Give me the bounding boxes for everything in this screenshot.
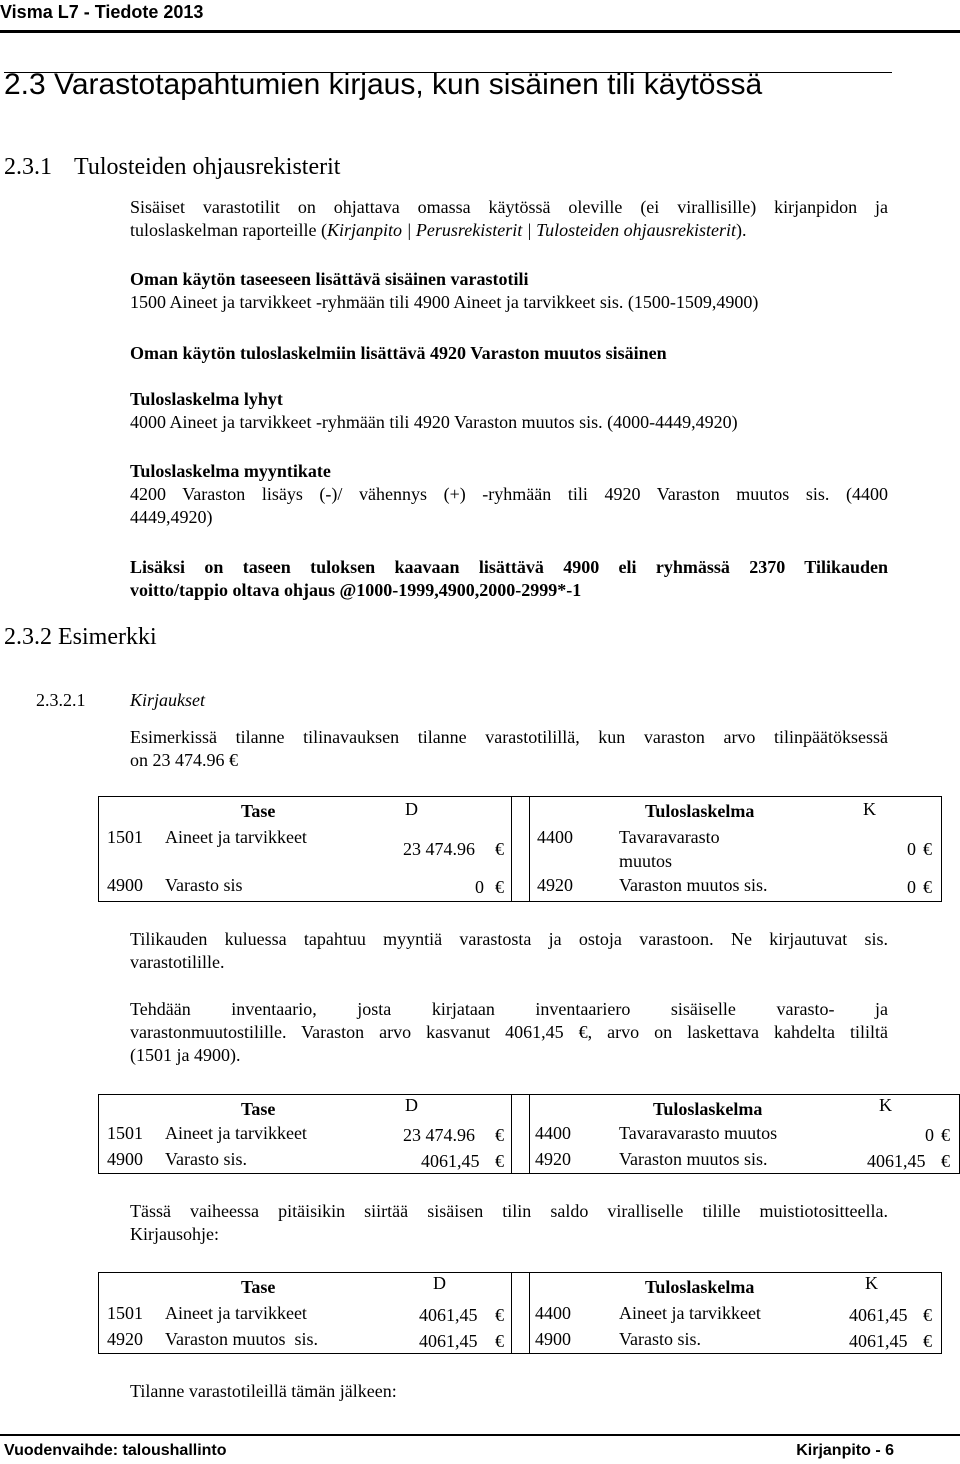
euro-sign: €: [495, 1151, 504, 1171]
transfer-paragraph: [130, 1200, 888, 1246]
subsection-title: Esimerkki: [58, 624, 157, 650]
account-number: 4920: [107, 1329, 143, 1349]
account-number: 4900: [107, 875, 143, 895]
tase-title: Tase: [241, 1277, 276, 1297]
account-name: Varasto sis.: [165, 1149, 247, 1169]
subsection-title: Kirjaukset: [130, 690, 205, 710]
document-header-title: Visma L7 - Tiedote 2013: [0, 2, 204, 22]
account-name-continued: muutos: [619, 851, 673, 871]
amount: 23 474.96: [403, 1125, 475, 1145]
amount: 0: [907, 877, 916, 897]
euro-sign: €: [495, 839, 504, 859]
account-name: Tavaravarasto: [619, 827, 720, 847]
inventory-paragraph: [130, 998, 888, 1067]
additionally-line-1: Lisäksi on taseen tuloksen kaavaan lisättävä 4900 eli ryhmässä 2370 Tilikauden: [130, 557, 888, 577]
amount: 0: [907, 839, 916, 859]
income-title: Tuloslaskelma: [653, 1099, 763, 1119]
account-name: Varasto sis.: [619, 1329, 701, 1349]
euro-sign: €: [923, 839, 932, 859]
credit-label: K: [863, 799, 876, 819]
amount: 4061,45: [419, 1305, 478, 1325]
amount: 4061,45: [419, 1331, 478, 1351]
example-paragraph: [130, 726, 888, 772]
table-separator: [529, 797, 530, 901]
short-text: 4000 Aineet ja tarvikkeet -ryhmään tili 4920 Varaston muutos sis. (4000-4449,4920): [130, 412, 738, 432]
debit-label: D: [405, 799, 418, 819]
short-block: [130, 388, 888, 434]
account-name: Varaston muutos sis.: [619, 875, 768, 895]
subsection-number: 2.3.2.1: [36, 690, 86, 710]
amount: 0: [475, 877, 484, 897]
amount: 23 474.96: [403, 839, 475, 859]
amount: 4061,45: [849, 1305, 908, 1325]
account-name: Aineet ja tarvikkeet: [165, 827, 307, 847]
sales-paragraph-line-1: Tilikauden kuluessa tapahtuu myyntiä varastosta ja ostoja varastoon. Ne kirjautuvat sis.: [130, 929, 888, 949]
sales-paragraph-line-2: varastotilille.: [130, 952, 225, 972]
euro-sign: €: [941, 1125, 950, 1145]
debit-label: D: [433, 1273, 446, 1293]
example-line-2: on 23 474.96 €: [130, 750, 238, 770]
account-number: 4400: [537, 827, 573, 847]
subsection-heading-2-3-1: [4, 154, 340, 181]
sales-line-1: 4200 Varaston lisäys (-)/ vähennys (+) -ryhmään tili 4920 Varaston muutos sis. (4400: [130, 484, 888, 504]
income-heading: Oman käytön tuloslaskelmiin lisättävä 4920 Varaston muutos sisäinen: [130, 343, 667, 363]
t-account-table-1: [98, 796, 942, 902]
additionally-line-2: voitto/tappio oltava ohjaus @1000-1999,4900,2000-2999*-1: [130, 580, 582, 600]
amount: 4061,45: [421, 1151, 480, 1171]
account-name: Varaston muutos sis.: [619, 1149, 768, 1169]
account-number: 4900: [107, 1149, 143, 1169]
sales-heading: Tuloslaskelma myyntikate: [130, 461, 331, 481]
account-number: 1501: [107, 1303, 143, 1323]
income-title: Tuloslaskelma: [645, 801, 755, 821]
sales-paragraph: [130, 928, 888, 974]
table-separator: [511, 1095, 512, 1173]
amount: 4061,45: [849, 1331, 908, 1351]
transfer-line-1: Tässä vaiheessa pitäisikin siirtää sisäisen tilin saldo viralliselle tilille muistiotositteella.: [130, 1201, 888, 1221]
table-separator: [529, 1095, 530, 1173]
subsection-heading-2-3-2-1: [36, 690, 336, 714]
euro-sign: €: [495, 1305, 504, 1325]
credit-label: K: [879, 1095, 892, 1115]
inventory-line-3: (1501 ja 4900).: [130, 1045, 241, 1065]
inventory-line-2: varastonmuutostilille. Varaston arvo kasvanut 4061,45 €, arvo on laskettava kahdelta tililtä: [130, 1022, 888, 1042]
sales-block: [130, 460, 888, 529]
t-account-table-2: [98, 1094, 960, 1174]
euro-sign: €: [495, 877, 504, 897]
euro-sign: €: [923, 1305, 932, 1325]
balance-text: 1500 Aineet ja tarvikkeet -ryhmään tili 4900 Aineet ja tarvikkeet sis. (1500-1509,4900): [130, 292, 759, 312]
footer-left-text: Vuodenvaihde: taloushallinto: [4, 1442, 227, 1459]
tase-title: Tase: [241, 801, 276, 821]
short-heading: Tuloslaskelma lyhyt: [130, 389, 283, 409]
account-number: 4900: [535, 1329, 571, 1349]
subsection-title: Tulosteiden ohjausrekisterit: [74, 154, 341, 180]
amount: 4061,45: [867, 1151, 926, 1171]
account-name: Aineet ja tarvikkeet: [165, 1303, 307, 1323]
final-paragraph: Tilanne varastotileillä tämän jälkeen:: [130, 1381, 397, 1401]
income-title: Tuloslaskelma: [645, 1277, 755, 1297]
account-name: Varasto sis: [165, 875, 243, 895]
subsection-number: 2.3.1: [4, 154, 52, 180]
t-account-table-3: [98, 1272, 942, 1354]
account-name: Tavaravarasto muutos: [619, 1123, 778, 1143]
euro-sign: €: [941, 1151, 950, 1171]
sales-line-2: 4449,4920): [130, 507, 213, 527]
tase-title: Tase: [241, 1099, 276, 1119]
credit-label: K: [865, 1273, 878, 1293]
footer-page-label: Kirjanpito - 6: [796, 1442, 894, 1459]
intro-line-1: Sisäiset varastotilit on ohjattava omassa käytössä oleville (ei virallisille) kirjanpidon ja: [130, 197, 888, 217]
section-heading: 2.3 Varastotapahtumien kirjaus, kun sisäinen tili käytössä: [4, 68, 763, 101]
table-separator: [511, 1273, 512, 1353]
account-number: 1501: [107, 827, 143, 847]
account-name: Aineet ja tarvikkeet: [619, 1303, 761, 1323]
euro-sign: €: [923, 1331, 932, 1351]
account-name: Varaston muutos sis.: [165, 1329, 318, 1349]
account-number: 4400: [535, 1303, 571, 1323]
debit-label: D: [405, 1095, 418, 1115]
amount: 0: [925, 1125, 934, 1145]
account-number: 1501: [107, 1123, 143, 1143]
euro-sign: €: [495, 1331, 504, 1351]
menu-path: Kirjanpito | Perusrekisterit | Tulosteiden ohjausrekisterit: [326, 220, 736, 240]
subsection-number: 2.3.2: [4, 624, 52, 650]
example-line-1: Esimerkissä tilanne tilinavauksen tilanne varastotilillä, kun varaston arvo tilinpäätöksessä: [130, 727, 888, 747]
table-separator: [511, 797, 512, 901]
table-separator: [529, 1273, 530, 1353]
additionally-block: [130, 556, 888, 602]
header-divider: [0, 30, 960, 33]
inventory-line-1: Tehdään inventaario, josta kirjataan inventaariero sisäiselle varasto- ja: [130, 999, 888, 1019]
euro-sign: €: [495, 1125, 504, 1145]
account-name: Aineet ja tarvikkeet: [165, 1123, 307, 1143]
intro-paragraph: [130, 196, 888, 242]
footer-divider: [0, 1434, 960, 1436]
account-number: 4400: [535, 1123, 571, 1143]
euro-sign: €: [923, 877, 932, 897]
account-number: 4920: [535, 1149, 571, 1169]
balance-heading: Oman käytön taseeseen lisättävä sisäinen varastotili: [130, 269, 529, 289]
balance-block: [130, 268, 888, 314]
transfer-line-2: Kirjausohje:: [130, 1224, 219, 1244]
account-number: 4920: [537, 875, 573, 895]
intro-line-2: tuloslaskelman raporteille (Kirjanpito | Perusrekisterit | Tulosteiden ohjausrekisterit).: [130, 220, 747, 240]
subsection-heading-2-3-2: [4, 624, 157, 651]
